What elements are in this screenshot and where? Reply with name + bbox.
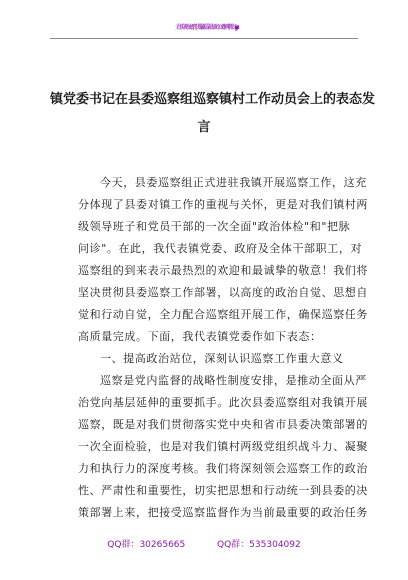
body-line: 觉和行动自觉，全力配合巡察组开展工作，确保巡察任务 [78, 308, 368, 321]
body-line: 级领导班子和党员干部的一次全面"政治体检"和"把脉 [78, 220, 351, 233]
body-line: 巡察，既是对我们贯彻落实党中央和省市县委决策部署的 [78, 418, 368, 431]
body-line: 坚决贯彻县委巡察工作部署，以高度的政治自觉、思想自 [78, 286, 368, 299]
footer-contact [0, 537, 408, 550]
body-line: 巡察组的到来表示最热烈的欢迎和最诚挚的敬意！我们将 [78, 264, 368, 277]
document-title: 镇党委书记在县委巡察组巡察镇村工作动员会上的表态发 [50, 92, 376, 107]
body-line: 性、严肃性和重要性，切实把思想和行动统一到县委的决 [78, 484, 368, 497]
body-line: 分体现了县委对镇工作的重视与关怀，更是对我们镇村两 [78, 198, 368, 211]
body-line: 策部署上来，把接受巡察监督作为当前最重要的政治任务 [78, 506, 368, 519]
body-line: 治党向基层延伸的重要抓手。此次县委巡察组对我镇开展 [78, 396, 368, 409]
body-line: 一次全面检验，也是对我们镇村两级党组织战斗力、凝聚 [78, 440, 368, 453]
body-line: 今天，县委巡察组正式进驻我镇开展巡察工作，这充 [100, 176, 367, 189]
body-line: 高质量完成。下面，我代表镇党委作如下表态： [78, 330, 322, 343]
body-line: 巡察是党内监督的战略性制度安排，是推动全面从严 [100, 374, 367, 387]
footer-qq-group-2: QQ群：535304092 [217, 540, 301, 550]
document-title-continued: 言 [197, 120, 211, 135]
header-divider [50, 38, 358, 39]
section-heading: 一、提高政治站位，深刻认识巡察工作重大意义 [100, 352, 344, 365]
body-line: 力和执行力的深度考核。我们将深刻领会巡察工作的政治 [78, 462, 368, 475]
header-note: 关注头条号"公文研究"，获得最新最全最专业的公文资料库！ 微信：gongwenyj [174, 24, 234, 31]
footer-qq-group-1: QQ群：30265665 [107, 540, 186, 550]
body-line: 问诊"。在此，我代表镇党委、政府及全体干部职工，对 [78, 242, 363, 255]
